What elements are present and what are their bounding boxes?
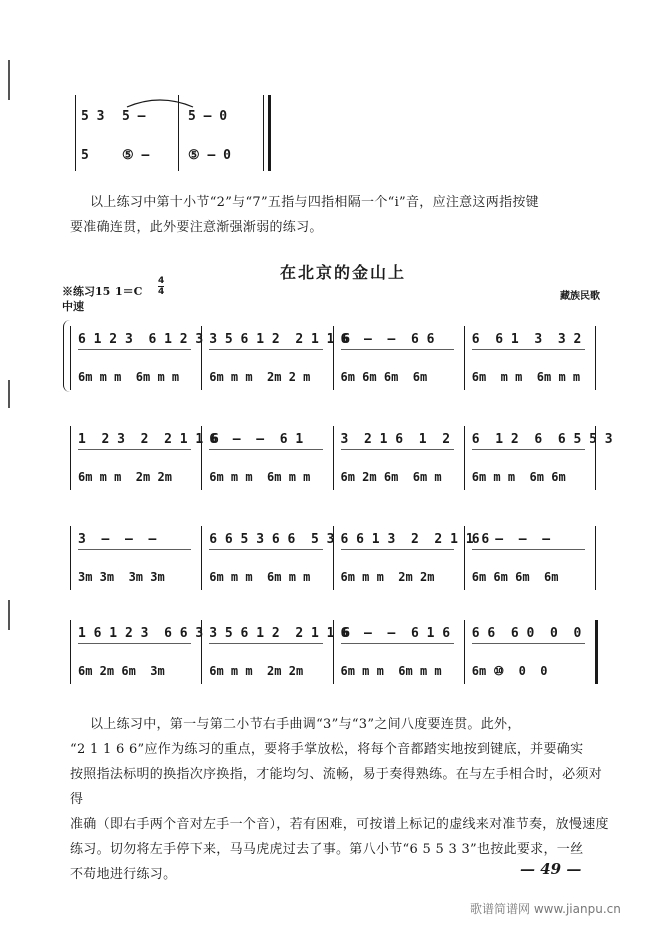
bar-line: [70, 526, 71, 590]
beam-line: [341, 449, 454, 450]
bar-line: [595, 326, 596, 390]
melody-measure: 6 6 6 0 0 0: [471, 626, 582, 641]
bar-line: [595, 526, 596, 590]
tempo-marking: 中速: [62, 300, 84, 313]
bar-line: [464, 326, 465, 390]
system-brace: [63, 320, 70, 392]
bass-measure: 6m 6m 6m 6m: [340, 370, 428, 384]
system: [70, 318, 595, 396]
margin-mark: [8, 60, 10, 100]
melody-measure: 6 — — 6 1: [209, 432, 304, 447]
bass-measure: 6m m m 6m m m: [78, 370, 180, 384]
paragraph-line: 以上练习中第十小节“2”与“7”五指与四指相隔一个“i”音，应注意这两指按键: [90, 195, 539, 210]
melody-measure: 3 5 6 1 2 2 1 1 6: [209, 332, 351, 347]
bass-measure: 6m m m 6m m m: [209, 570, 311, 584]
beam-line: [341, 549, 454, 550]
bass-measure: 6m m m 2m 2 m: [209, 370, 311, 384]
lower-notes: 5: [81, 148, 89, 163]
final-bar-line-thick: [268, 95, 271, 171]
bar-line: [70, 326, 71, 390]
lower-notes: ⑤ —: [122, 148, 150, 163]
beam-line: [472, 643, 585, 644]
beam-line: [78, 349, 191, 350]
margin-mark: [8, 380, 10, 408]
beam-line: [78, 643, 191, 644]
melody-measure: 6 — — —: [471, 532, 551, 547]
paragraph-line: “2 1 1 6 6”应作为练习的重点，要将手掌放松，将每个音都踏实地按到键底，并要确实: [70, 742, 584, 757]
watermark: 歌谱简谱网 www.jianpu.cn: [470, 902, 621, 916]
song-title: 在北京的金山上: [280, 263, 407, 282]
melody-measure: 1 2 3 2 2 1 1 6: [78, 432, 219, 447]
melody-measure: 6 1 2 3 6 1 2 3: [78, 332, 204, 347]
meter: [158, 276, 164, 297]
melody-measure: 6 6 1 3 2 2 1 1 6: [340, 532, 490, 547]
bass-measure: 6m m m 6m m m: [471, 370, 581, 384]
key-signature: 1＝C: [115, 285, 143, 298]
beam-line: [78, 449, 191, 450]
page-number: — 49 —: [520, 860, 582, 878]
exercise-label: ※练习15: [62, 285, 111, 298]
beam-line: [209, 349, 322, 350]
paragraph-line: 准确（即右手两个音对左手一个音），若有困难，可按谱上标记的虚线来对准节奏，放慢速度: [70, 817, 609, 832]
paragraph-line: 要准确连贯，此外要注意渐强渐弱的练习。: [70, 220, 323, 235]
beam-line: [78, 549, 191, 550]
opening-fragment: [75, 95, 280, 175]
final-bar-line: [263, 95, 264, 171]
melody-measure: 6 1 2 6 6 5 5 3: [471, 432, 613, 447]
bass-measure: 6m 2m 6m 6m m: [340, 470, 442, 484]
lower-notes: ⑤ — 0: [188, 148, 231, 163]
margin-mark: [8, 600, 10, 630]
paragraph-line: 不苟地进行练习。: [70, 867, 177, 882]
bass-measure: 6m m m 6m 6m: [471, 470, 566, 484]
melody-measure: 6 — — 6 6: [340, 332, 435, 347]
bar-line: [333, 426, 334, 490]
beam-line: [472, 449, 585, 450]
beam-line: [209, 643, 322, 644]
bar-line: [75, 95, 76, 171]
bar-line: [464, 620, 465, 684]
slur: [125, 97, 195, 109]
system: [70, 518, 595, 596]
bar-line: [70, 620, 71, 684]
upper-notes: 5 —: [122, 109, 146, 124]
bar-line: [70, 426, 71, 490]
beam-line: [472, 549, 585, 550]
bass-measure: 6m m m 2m 2m: [340, 570, 435, 584]
melody-measure: 3 5 6 1 2 2 1 1 6: [209, 626, 351, 641]
system: [70, 612, 595, 690]
beam-line: [341, 643, 454, 644]
meter-top: 4: [158, 276, 165, 286]
system: [70, 418, 613, 496]
bass-measure: 3m 3m 3m 3m: [78, 570, 165, 584]
paragraph-line: 练习。切勿将左手停下来，马马虎虎过去了事。第八小节“6 5 5 3 3”也按此要求，一丝: [70, 842, 584, 857]
bass-measure: 6m 2m 6m 3m: [78, 664, 165, 678]
beam-line: [472, 349, 585, 350]
bar-line: [464, 426, 465, 490]
upper-notes: 5 — 0: [188, 109, 228, 124]
bar-line: [201, 526, 202, 590]
melody-measure: 1 6 1 2 3 6 6 3: [78, 626, 204, 641]
bass-measure: 6m m m 2m 2m: [209, 664, 304, 678]
paragraph-line: 按照指法标明的换指次序换指，才能均匀、流畅，易于奏得熟练。在与左手相合时，必须对得: [70, 767, 603, 807]
melody-measure: 3 — — —: [78, 532, 157, 547]
beam-line: [209, 449, 322, 450]
bass-measure: 6m m m 6m m m: [209, 470, 311, 484]
melody-measure: 6 6 5 3 6 6 5 3: [209, 532, 335, 547]
song-origin: 藏族民歌: [560, 291, 600, 302]
melody-measure: 6 6 1 3 3 2: [471, 332, 582, 347]
bass-measure: 6m ⑩ 0 0: [471, 664, 548, 678]
upper-notes: 5 3: [81, 109, 105, 124]
meter-bottom: 4: [158, 287, 165, 297]
final-bar-line: [595, 620, 598, 684]
bass-measure: 6m m m 2m 2m: [78, 470, 172, 484]
bass-measure: 6m m m 6m m m: [340, 664, 442, 678]
paragraph-intro-cont: [70, 215, 610, 240]
melody-measure: 3 2 1 6 1 2: [340, 432, 451, 447]
melody-measure: 6 — — 6 1 6: [340, 626, 451, 641]
paragraph-line: 以上练习中，第一与第二小节右手曲调“3”与“3”之间八度要连贯。此外，: [90, 717, 521, 732]
beam-line: [341, 349, 454, 350]
bass-measure: 6m 6m 6m 6m: [471, 570, 559, 584]
beam-line: [209, 549, 322, 550]
paragraph-intro: [90, 190, 610, 215]
